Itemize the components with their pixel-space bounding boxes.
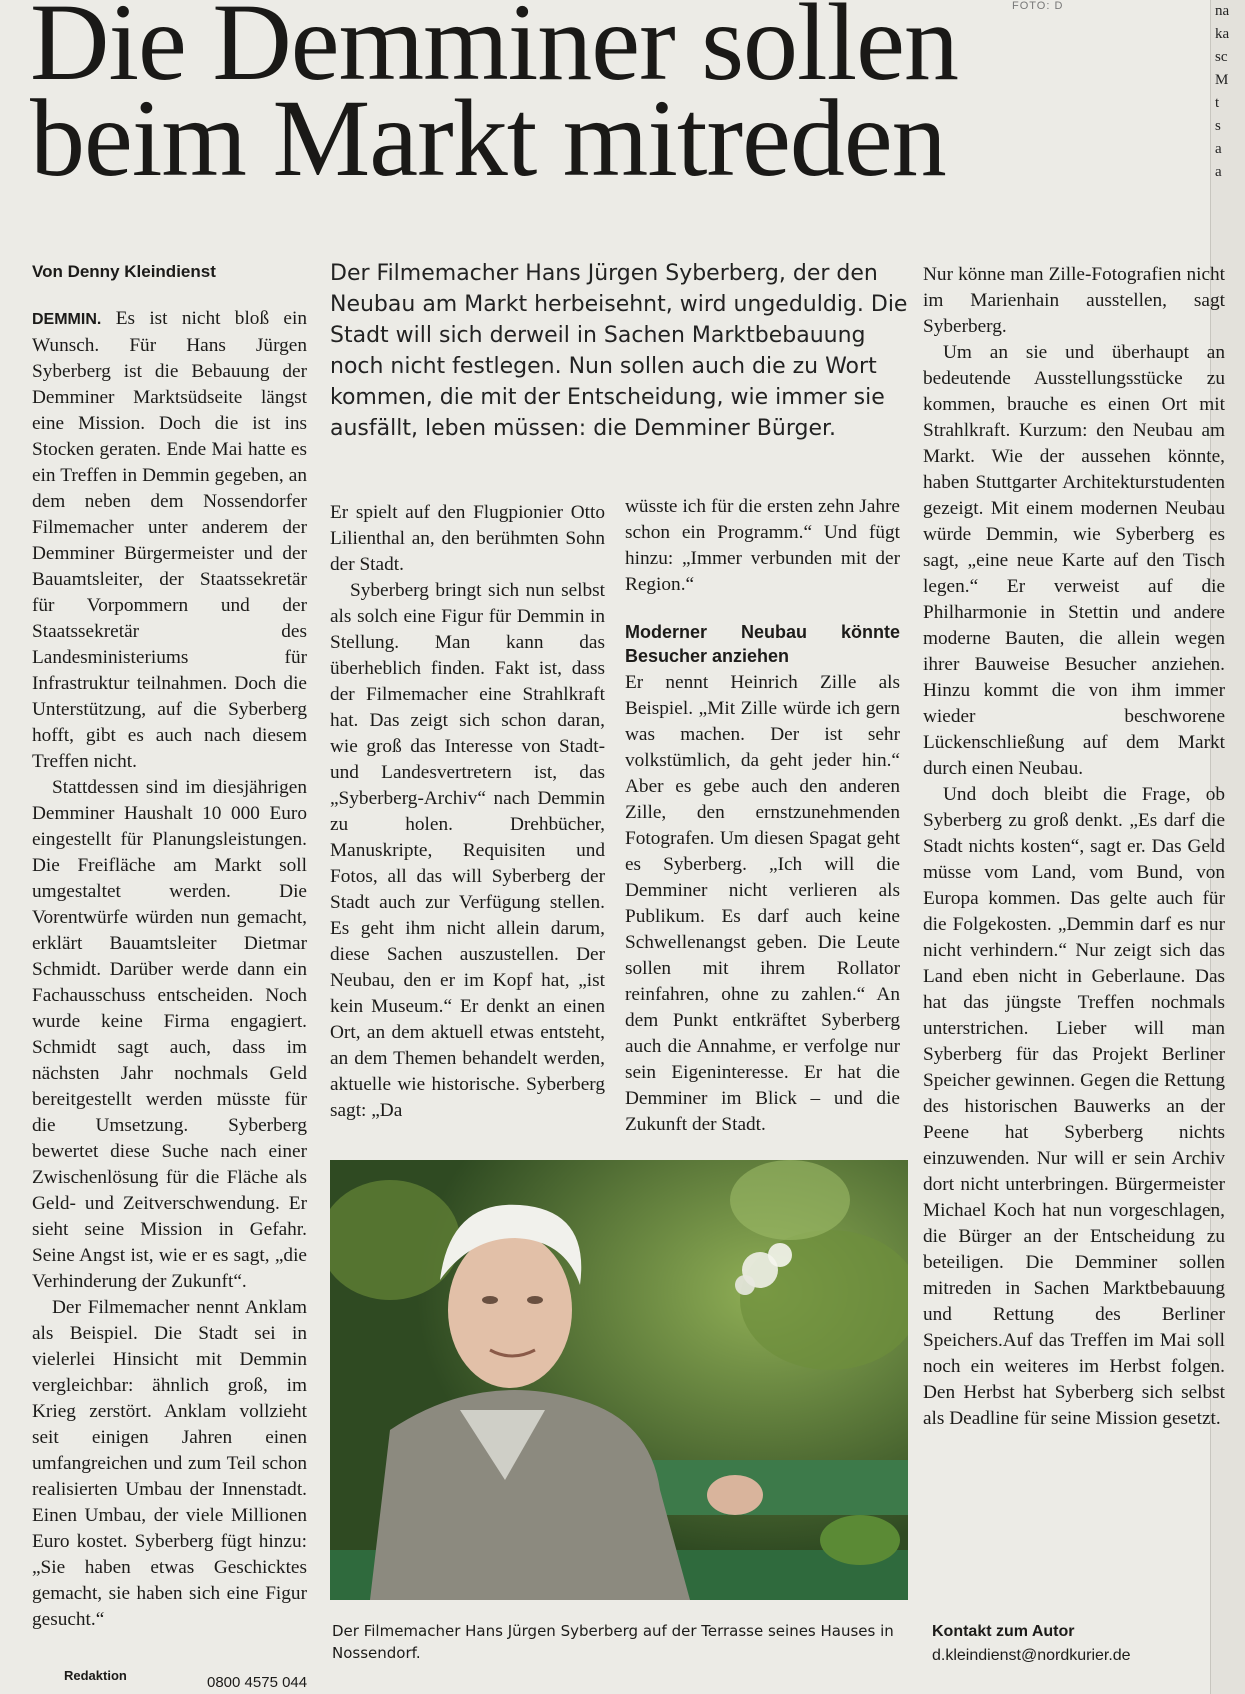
photo-illustration — [330, 1160, 908, 1600]
text-column-1 — [32, 306, 307, 1633]
paragraph: Er spielt auf den Flugpionier Otto Lilienthal an, den berühmten Sohn der Stadt. — [330, 502, 605, 575]
article-headline: Die Demminer sollen beim Markt mitreden — [30, 0, 958, 199]
paragraph: Er nennt Heinrich Zille als Beispiel. „Mit Zille würde ich gern was machen. Der ist sehr volkstümlich, da geht jeder hin.“ Aber es gebe auch den anderen Zille, den ernstzunehmenden Fotografen. Um diesen Spagat geht es Syberberg. „Ich will die Demminer nicht verlieren als Publikum. Es darf auch keine Schwellenangst geben. Die Leute sollen mit ihrem Rollator reinfahren, ohne zu zahlen.“ An dem Punkt entkräftet Syberberg auch die Annahme, er verfolge nur sein Eigeninteresse. Er hat die Demminer im Blick – und die Zukunft der Stadt. — [625, 672, 900, 1135]
byline: Von Denny Kleindienst — [32, 262, 216, 281]
edge-text: a — [1215, 164, 1222, 180]
edge-text: sc — [1215, 49, 1228, 65]
paragraph — [32, 306, 307, 775]
footer-phone: 0800 4575 044 — [207, 1674, 308, 1691]
edge-text: na — [1215, 3, 1230, 19]
green-bench-back — [630, 1460, 908, 1515]
potted-plant — [820, 1515, 900, 1565]
text-column-3 — [625, 494, 900, 1138]
photo-caption: Der Filmemacher Hans Jürgen Syberberg auf der Terrasse seines Hauses in Nossendorf. — [332, 1622, 894, 1662]
author-email: d.kleindienst@nordkurier.de — [932, 1647, 1131, 1664]
edge-text: s — [1215, 118, 1221, 134]
paragraph-text: Es ist nicht bloß ein Wunsch. Für Hans Jürgen Syberberg ist die Bebauung der Demminer Marktsüdseite längst eine Mission. Doch die ist ins Stocken geraten. Ende Mai hatte es ein Treffen in Demmin gegeben, an dem neben dem Nossendorfer Filmemacher unter anderem der Demminer Bürgermeister und der Bauamtsleiter, der Staatssekretär für Vorpommern und der Staatssekretär des Landesministeriums für Infrastruktur teilnahmen. Doch die Unterstützung, auf die Syberberg hofft, gibt es auch nach diesem Treffen nicht. — [32, 308, 307, 772]
footer-label: Redaktion — [64, 1668, 127, 1683]
paragraph: Syberberg bringt sich nun selbst als solch eine Figur für Demmin in Stellung. Man kann das überheblich finden. Fakt ist, dass der Filmemacher eine Strahlkraft hat. Das zeigt sich schon daran, wie groß das Interesse von Stadt- und Landesvertretern ist, das „Syberberg-Archiv“ nach Demmin zu holen. Drehbücher, Manuskripte, Requisiten und Fotos, all das will Syberberg der Stadt auch zur Verfügung stellen. Es geht ihm nicht allein darum, diese Sachen auszustellen. Der Neubau, den er im Kopf hat, „ist kein Museum.“ Er denkt an einen Ort, an dem aktuell etwas entsteht, an dem Themen behandelt werden, aktuelle wie historische. Syberberg sagt: „Da — [330, 580, 605, 1121]
subheading: Moderner Neubau könnte Besucher anziehen — [625, 622, 900, 666]
article-intro: Der Filmemacher Hans Jürgen Syberberg, der den Neubau am Markt herbeisehnt, wird ungeduldig. Die Stadt will sich derweil in Sachen Marktbebauung noch nicht festlegen. Nun sollen auch die zu Wort kommen, die mit der Entscheidung, wie immer sie ausfällt, leben müssen: die Demminer Bürger. — [330, 261, 908, 441]
edge-text: M — [1215, 72, 1229, 88]
text-column-2 — [330, 500, 605, 1124]
paragraph: wüsste ich für die ersten zehn Jahre schon ein Programm.“ Und fügt hinzu: „Immer verbunden mit der Region.“ — [625, 496, 900, 595]
edge-text: ka — [1215, 26, 1230, 42]
dateline: DEMMIN. — [32, 311, 102, 328]
photo-credit: FOTO: D — [1012, 0, 1064, 12]
man-hand — [707, 1475, 763, 1515]
contact-label: Kontakt zum Autor — [932, 1623, 1075, 1640]
paragraph: Nur könne man Zille-Fotografien nicht im Marienhain ausstellen, sagt Syberberg. — [923, 264, 1225, 337]
edge-text: t — [1215, 95, 1220, 111]
paragraph: Der Filmemacher nennt Anklam als Beispiel. Die Stadt sei in vielerlei Hinsicht mit Demmin vergleichbar: ähnlich groß, im Krieg zerstört. Anklam vollzieht seit einigen Jahren einen umfangreichen und zum Teil schon realisierten Umbau der Innenstadt. Einen Umbau, der viele Millionen Euro kostet. Syberberg fügt hinzu: „Sie haben etwas Geschicktes gemacht, sie haben sich eine Figur gesucht.“ — [32, 1297, 307, 1630]
paragraph: Und doch bleibt die Frage, ob Syberberg zu groß denkt. „Es darf die Stadt nichts kosten“, sagt er. Das Geld müsse vom Land, vom Bund, von Europa kommen. Das gelte auch für die Folgekosten. „Demmin darf es nur nicht verhindern.“ Nur zeigt sich das Land eben nicht in Geberlaune. Das hat das jüngste Treffen nochmals unterstrichen. Lieber will man Syberberg für das Projekt Berliner Speicher gewinnen. Gegen die Rettung des historischen Bauwerks an der Peene hat Syberberg nichts einzuwenden. Nur will er sein Archiv dort nicht unterbringen. Bürgermeister Michael Koch hat nun vorgeschlagen, die Bürger an der Entscheidung zu beteiligen. Die Demminer sollen mitreden in Sachen Marktbebauung und Rettung des Berliner Speichers.Auf das Treffen im Mai soll noch ein weiteres im Herbst folgen. Den Herbst hat Syberberg sich selbst als Deadline für seine Mission gesetzt. — [923, 784, 1225, 1429]
text-column-4 — [923, 262, 1225, 1432]
paragraph: Um an sie und überhaupt an bedeutende Ausstellungsstücke zu kommen, brauche es einen Ort mit Strahlkraft. Kurzum: den Neubau am Markt. Wie der aussehen könnte, haben Stuttgarter Architekturstudenten gezeigt. Mit einem modernen Neubau würde Demmin, wie Syberberg es sagt, „eine neue Karte auf den Tisch legen.“ Er verweist auf die Philharmonie in Stettin und andere moderne Bauten, die allein wegen ihrer Bauweise Besucher anziehen. Hinzu kommt die von ihm immer wieder beschworene Lückenschließung auf dem Markt durch einen Neubau. — [923, 342, 1225, 779]
man-face — [448, 1232, 572, 1388]
edge-text: a — [1215, 141, 1222, 157]
author-contact — [932, 1620, 1131, 1668]
paragraph: Stattdessen sind im diesjährigen Demminer Haushalt 10 000 Euro eingestellt für Planungsleistungen. Die Freifläche am Markt soll umgestaltet werden. Die Vorentwürfe würden nun gemacht, erklärt Bauamtsleiter Dietmar Schmidt. Darüber werde dann ein Fachausschuss entscheiden. Noch wurde keine Firma engagiert. Schmidt sagt auch, dass im nächsten Jahr nochmals Geld bereitgestellt werden müsste für die Umsetzung. Syberberg bewertet diese Suche nach einer Zwischenlösung für die Fläche als Geld- und Zeitverschwendung. Er sieht seine Mission in Gefahr. Seine Angst ist, wie er es sagt, „die Verhinderung der Zukunft“. — [32, 777, 307, 1292]
article-photo — [330, 1160, 908, 1600]
